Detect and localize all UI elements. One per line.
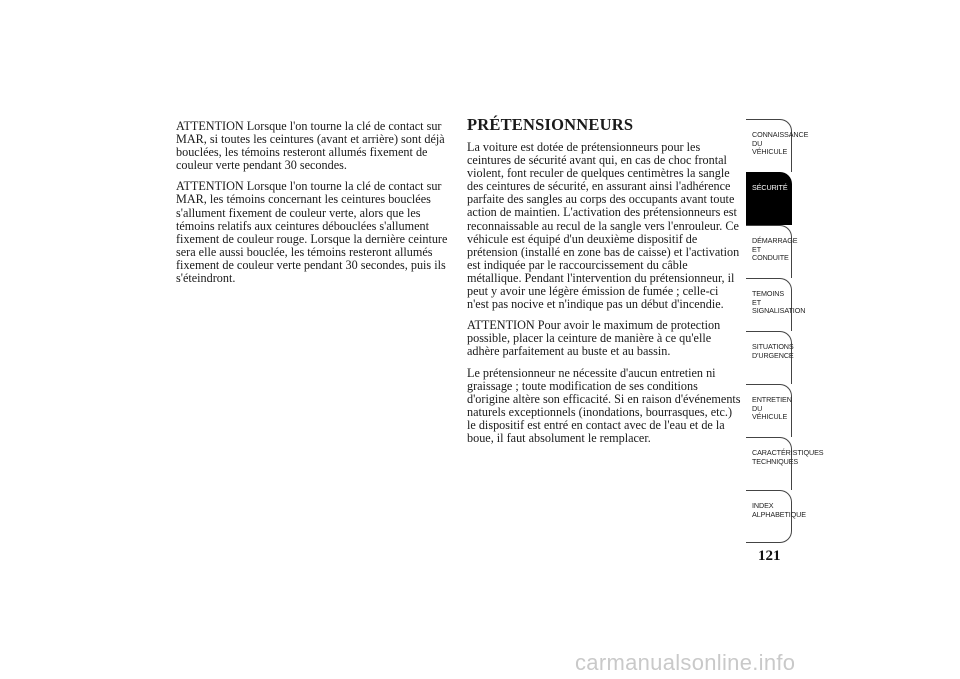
attention-paragraph-3: ATTENTION Pour avoir le maximum de protection possible, placer la ceinture de manière à ce qu'elle adhère parfaitement au buste et au bassin. xyxy=(467,318,721,359)
right-column xyxy=(467,116,743,453)
tab-demarrage-et-conduite[interactable]: DÉMARRAGE ET CONDUITE xyxy=(746,225,792,278)
watermark-text: carmanualsonline.info xyxy=(575,650,796,675)
tab-index-alphabetique[interactable]: INDEX ALPHABETIQUE xyxy=(746,490,792,543)
pretensioner-paragraph: La voiture est dotée de prétensionneurs pour les ceintures de sécurité avant qui, en cas de choc frontal violent, font reculer de quelques centimètres la sangle des ceintures de sécurité, en assurant ainsi l'adhérence parfaite des sangles au corps des occupants avant toute action de maintien. L'activation des prétensionneurs est reconnaissable au recul de la sangle vers l'enrouleur. Ce véhicule est équipé d'un deuxième dispositif de prétension (installé en zone bas de caisse) et l'activation est indiquée par le raccourcissement du câble métallique. Pendant l'intervention du prétensionneur, il peut y avoir une légère émission de fumée ; celle-ci n'est pas nocive et n'indique pas un début d'incendie. xyxy=(467,140,740,312)
chapter-tabs xyxy=(746,119,824,543)
page-number: 121 xyxy=(758,548,781,564)
section-heading: PRÉTENSIONNEURS xyxy=(467,115,634,134)
tab-temoins-et-signalisation[interactable]: TEMOINS ET SIGNALISATION xyxy=(746,278,792,331)
attention-paragraph-1: ATTENTION Lorsque l'on tourne la clé de contact sur MAR, si toutes les ceintures (avant et arrière) sont déjà bouclées, les témoins resteront allumés fixement de couleur verte pendant 30 secondes. xyxy=(176,119,445,173)
attention-paragraph-2: ATTENTION Lorsque l'on tourne la clé de contact sur MAR, les témoins concernant les ceintures bouclées s'allument fixement de couleur verte, alors que les témoins relatifs aux ceintures débouclées s'allument fixement de couleur rouge. Lorsque la dernière ceinture sera elle aussi bouclée, les témoins resteront allumés fixement de couleur verte pendant 30 secondes, puis ils s'éteindront. xyxy=(176,179,448,286)
tab-connaissance-du-vehicule[interactable]: CONNAISSANCE DU VÉHICULE xyxy=(746,119,792,172)
tab-entretien-du-vehicule[interactable]: ENTRETIEN DU VÉHICULE xyxy=(746,384,792,437)
left-column xyxy=(176,120,452,293)
tab-situations-durgence[interactable]: SITUATIONS D'URGENCE xyxy=(746,331,792,384)
tab-caracteristiques-techniques[interactable]: CARACTÉRISTIQUES TECHNIQUES xyxy=(746,437,792,490)
tab-securite[interactable]: SÉCURITÉ xyxy=(746,172,792,225)
maintenance-paragraph: Le prétensionneur ne nécessite d'aucun entretien ni graissage ; toute modification de ses conditions d'origine altère son efficacité. Si en raison d'événements naturels exceptionnels (inondations, bourrasques, etc.) le dispositif est entré en contact avec de l'eau et de la boue, il faut absolument le remplacer. xyxy=(467,365,741,445)
